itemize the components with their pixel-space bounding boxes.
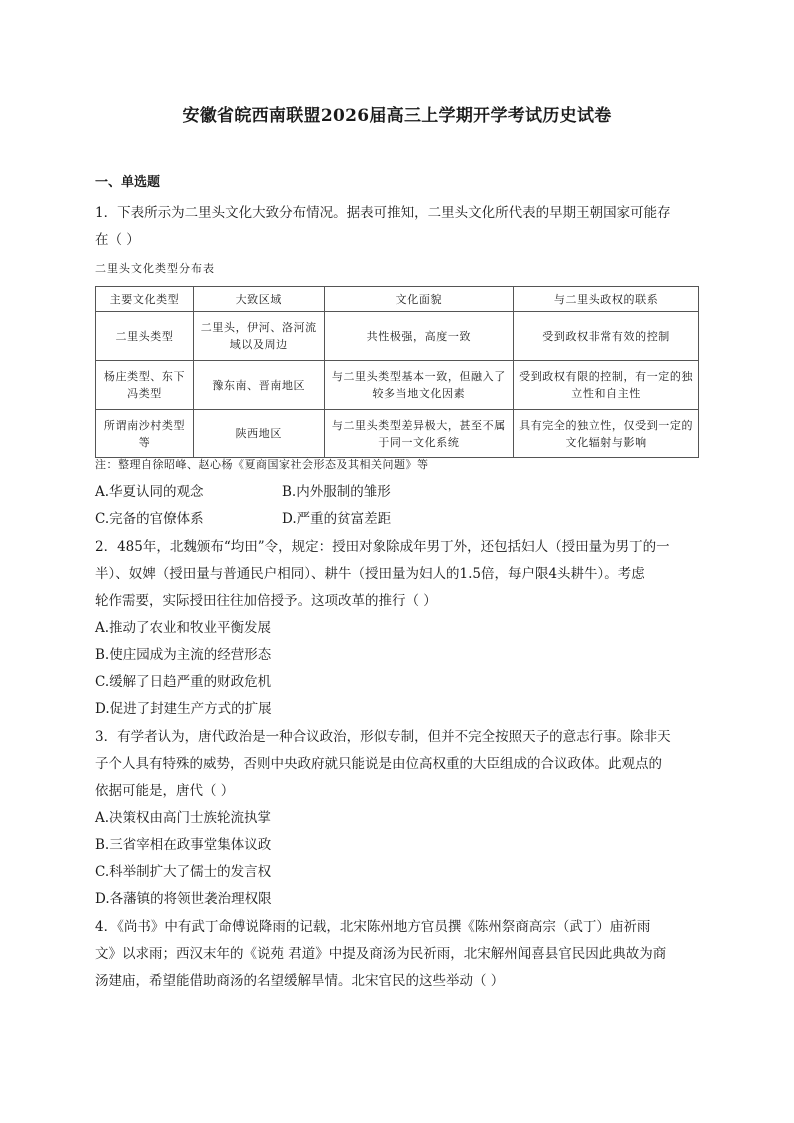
table-cell: 豫东南、晋南地区 [194,361,325,410]
table-header-row [96,287,699,312]
q4-stem-line1: 4．《尚书》中有武丁命傅说降雨的记载，北宋陈州地方官员撰《陈州祭商高宗（武丁）庙祈雨 [95,919,651,935]
table-header-cell: 大致区域 [194,287,325,312]
table-cell: 二里头，伊河、洛河流域以及周边 [194,312,325,361]
q3-stem-line1: 3．有学者认为，唐代政治是一种合议政治，形似专制，但并不完全按照天子的意志行事。除非天 [95,729,671,745]
table-row [96,361,699,410]
q3-stem-line3: 依据可能是，唐代（ ） [95,783,235,799]
table-row [96,410,699,458]
q1-option-d[interactable]: D.严重的贫富差距 [282,511,392,527]
distribution-table [95,286,699,458]
table-header-cell: 与二里头政权的联系 [514,287,699,312]
q2-option-d[interactable]: D.促进了封建生产方式的扩展 [95,701,272,717]
q2-option-c[interactable]: C.缓解了日趋严重的财政危机 [95,674,272,690]
table-cell: 所谓南沙村类型等 [96,410,194,458]
table-header-cell: 主要文化类型 [96,287,194,312]
q1-stem-line2: 在（ ） [95,232,140,248]
q2-stem-line3: 轮作需要，实际授田往往加倍授予。这项改革的推行（ ） [95,593,437,609]
q4-stem-line2: 文》以求雨；西汉末年的《说苑 君道》中提及商汤为民祈雨，北宋解州闻喜县官民因此典故为商 [95,946,667,962]
q3-option-c[interactable]: C.科举制扩大了儒士的发言权 [95,864,272,880]
table-cell: 受到政权有限的控制，有一定的独立性和自主性 [514,361,699,410]
q3-option-d[interactable]: D.各藩镇的将领世袭治理权限 [95,891,272,907]
q3-option-b[interactable]: B.三省宰相在政事堂集体议政 [95,837,272,853]
q1-option-a[interactable]: A.华夏认同的观念 [95,484,204,500]
table-cell: 陕西地区 [194,410,325,458]
table-note: 注：整理自徐昭峰、赵心杨《夏商国家社会形态及其相关问题》等 [95,458,429,471]
q2-stem-line1: 2．485年，北魏颁布“均田”令，规定：授田对象除成年男丁外，还包括妇人（授田量为男丁的一 [95,539,670,555]
q3-stem-line2: 子个人具有特殊的威势，否则中央政府就只能说是由位高权重的大臣组成的合议政体。此观点的 [95,756,662,772]
q1-option-b[interactable]: B.内外服制的雏形 [282,484,391,500]
table-cell: 共性极强，高度一致 [324,312,514,361]
q2-option-a[interactable]: A.推动了农业和牧业平衡发展 [95,620,272,636]
table-header-cell: 文化面貌 [324,287,514,312]
table-cell: 具有完全的独立性，仅受到一定的文化辐射与影响 [514,410,699,458]
table-cell: 二里头类型 [96,312,194,361]
q3-option-a[interactable]: A.决策权由高门士族轮流执掌 [95,810,272,826]
table-row [96,312,699,361]
table-cell: 杨庄类型、东下冯类型 [96,361,194,410]
section-heading: 一、单选题 [95,175,161,190]
q1-option-c[interactable]: C.完备的官僚体系 [95,511,204,527]
table-cell: 与二里头类型基本一致，但融入了较多当地文化因素 [324,361,514,410]
table-caption: 二里头文化类型分布表 [95,262,215,275]
q1-stem-line1: 1．下表所示为二里头文化大致分布情况。据表可推知，二里头文化所代表的早期王朝国家可能存 [95,205,671,221]
table-cell: 与二里头类型差异极大，甚至不属于同一文化系统 [324,410,514,458]
exam-title: 安徽省皖西南联盟2026届高三上学期开学考试历史试卷 [182,106,612,126]
q4-stem-line3: 汤建庙，希望能借助商汤的名望缓解旱情。北宋官民的这些举动（ ） [95,973,505,989]
q2-stem-line2: 半）、奴婢（授田量与普通民户相同）、耕牛（授田量为妇人的1.5倍，每户限4头耕牛）。考虑 [95,566,645,582]
q2-option-b[interactable]: B.使庄园成为主流的经营形态 [95,647,272,663]
table-cell: 受到政权非常有效的控制 [514,312,699,361]
